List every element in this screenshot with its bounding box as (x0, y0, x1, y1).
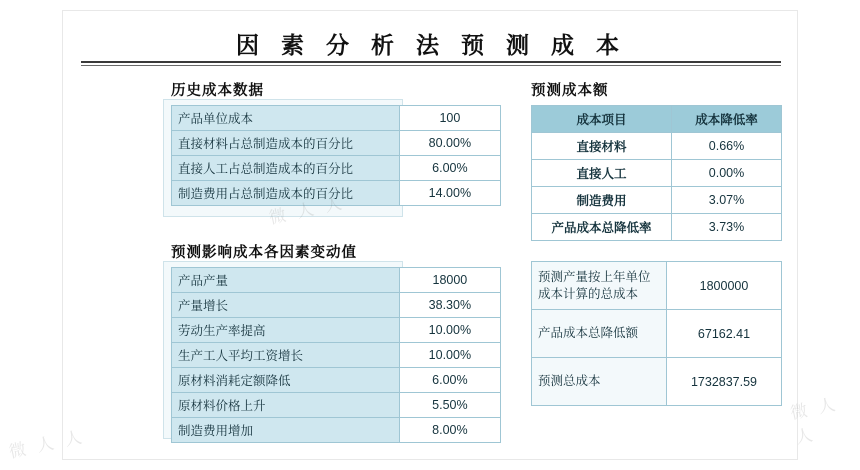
table-row (172, 181, 501, 206)
title-divider-thin (81, 65, 781, 66)
document-page (62, 10, 798, 460)
table-row (172, 393, 501, 418)
table-row (172, 131, 501, 156)
history-value-3: 14.00% (399, 181, 500, 206)
title-container (81, 27, 781, 63)
summary-label-2: 预测总成本 (532, 358, 667, 406)
table-row (532, 310, 782, 358)
table-row (532, 160, 782, 187)
table-row (172, 293, 501, 318)
factor-label-6: 制造费用增加 (172, 418, 400, 443)
rate-label-3: 产品成本总降低率 (532, 214, 672, 241)
rate-label-2: 制造费用 (532, 187, 672, 214)
table-row (172, 106, 501, 131)
summary-label-0: 预测产量按上年单位成本计算的总成本 (532, 262, 667, 310)
rate-value-3: 3.73% (672, 214, 782, 241)
history-cost-table (171, 105, 501, 206)
table-row (532, 358, 782, 406)
history-value-2: 6.00% (399, 156, 500, 181)
factor-value-3: 10.00% (399, 343, 500, 368)
table-row (172, 318, 501, 343)
factor-label-0: 产品产量 (172, 268, 400, 293)
summary-value-0: 1800000 (667, 262, 782, 310)
rate-header-rate: 成本降低率 (672, 106, 782, 133)
rate-label-1: 直接人工 (532, 160, 672, 187)
table-row (172, 343, 501, 368)
history-label-1: 直接材料占总制造成本的百分比 (172, 131, 400, 156)
watermark-left: 微 人 人 (7, 427, 87, 463)
rate-value-0: 0.66% (672, 133, 782, 160)
table-row (172, 156, 501, 181)
table-header-row (532, 106, 782, 133)
factor-value-0: 18000 (399, 268, 500, 293)
history-section-heading: 历史成本数据 (171, 83, 264, 99)
summary-label-1: 产品成本总降低额 (532, 310, 667, 358)
factor-label-2: 劳动生产率提高 (172, 318, 400, 343)
watermark-right: 微 人 人 (788, 394, 841, 449)
factors-table (171, 267, 501, 443)
factors-section-heading: 预测影响成本各因素变动值 (171, 245, 357, 261)
rate-label-0: 直接材料 (532, 133, 672, 160)
cost-reduction-rate-table (531, 105, 782, 241)
page-title: 因 素 分 析 法 预 测 成 本 (235, 32, 627, 59)
summary-value-2: 1732837.59 (667, 358, 782, 406)
factor-label-3: 生产工人平均工资增长 (172, 343, 400, 368)
table-row (532, 133, 782, 160)
history-label-0: 产品单位成本 (172, 106, 400, 131)
factor-label-1: 产量增长 (172, 293, 400, 318)
factor-label-4: 原材料消耗定额降低 (172, 368, 400, 393)
table-row (532, 187, 782, 214)
history-value-0: 100 (399, 106, 500, 131)
title-divider-thick (81, 61, 781, 63)
table-row (532, 214, 782, 241)
factor-label-5: 原材料价格上升 (172, 393, 400, 418)
factor-value-2: 10.00% (399, 318, 500, 343)
rate-header-item: 成本项目 (532, 106, 672, 133)
rate-value-2: 3.07% (672, 187, 782, 214)
factor-value-4: 6.00% (399, 368, 500, 393)
table-row (172, 268, 501, 293)
factor-value-6: 8.00% (399, 418, 500, 443)
factor-value-5: 5.50% (399, 393, 500, 418)
history-label-2: 直接人工占总制造成本的百分比 (172, 156, 400, 181)
summary-value-1: 67162.41 (667, 310, 782, 358)
history-label-3: 制造费用占总制造成本的百分比 (172, 181, 400, 206)
factor-value-1: 38.30% (399, 293, 500, 318)
forecast-summary-table (531, 261, 782, 406)
table-row (172, 418, 501, 443)
history-value-1: 80.00% (399, 131, 500, 156)
table-row (172, 368, 501, 393)
table-row (532, 262, 782, 310)
forecast-section-heading: 预测成本额 (531, 83, 609, 99)
rate-value-1: 0.00% (672, 160, 782, 187)
